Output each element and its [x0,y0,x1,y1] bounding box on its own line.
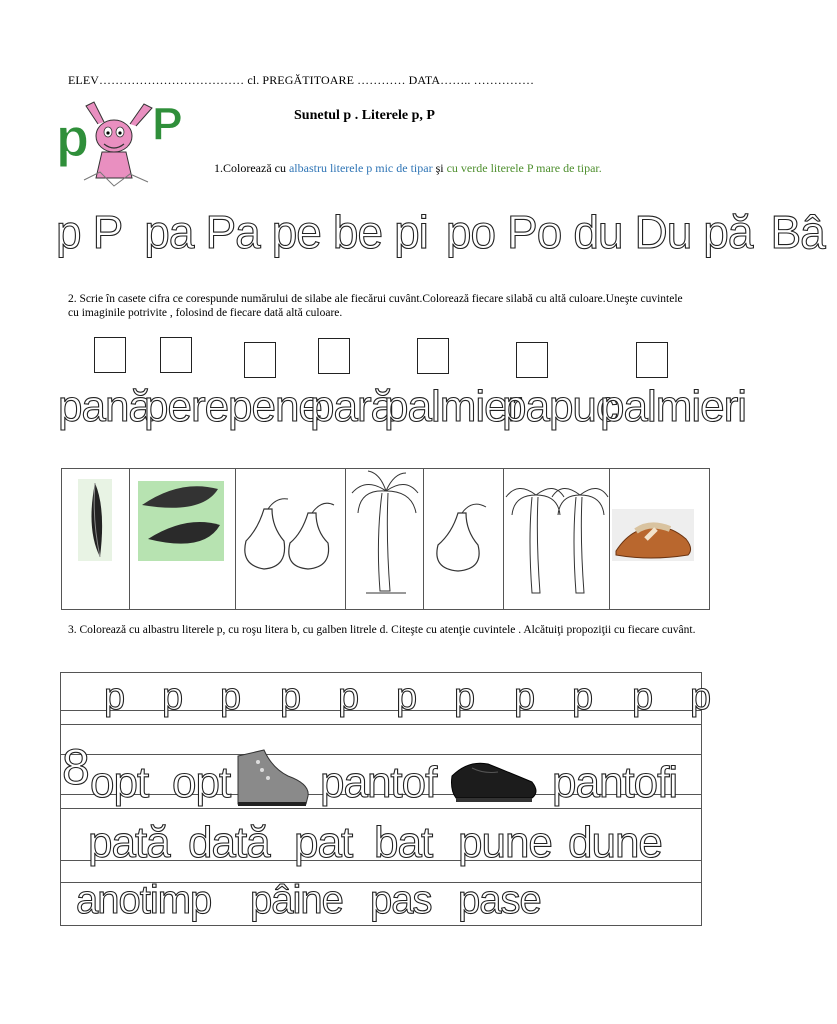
letter-p-row [0,676,768,726]
syllable[interactable]: p [56,206,81,258]
word-palmieri[interactable]: palmieri [600,382,747,431]
word-pune[interactable]: pune [458,818,552,867]
syllable[interactable]: du [573,206,623,258]
word-palmier[interactable]: palmier [384,382,522,431]
logo-illustration [56,96,183,190]
word-pase[interactable]: pase [458,878,541,922]
image-matching-table [61,468,710,610]
image-cell[interactable] [504,469,610,609]
letter-p[interactable]: p [162,676,184,718]
word-pata[interactable]: pată [88,818,170,867]
syllable-count-box[interactable] [244,342,276,378]
image-cell[interactable] [130,469,236,609]
syllable-row [56,205,837,259]
word-pantof[interactable]: pantof [320,758,437,807]
number-eight[interactable]: 8 [62,739,89,795]
pink-panther-logo [56,96,183,190]
word-pene[interactable]: pene [228,382,322,431]
image-cell[interactable] [62,469,130,609]
word-pantofi[interactable]: pantofi [552,758,678,807]
word-para[interactable]: pară [310,382,395,431]
syllable[interactable]: Pa [205,206,260,258]
image-cell[interactable] [236,469,346,609]
letter-p[interactable]: p [338,676,360,718]
syllable[interactable]: pă [703,206,753,258]
word-bat[interactable]: bat [374,818,433,867]
word-dune[interactable]: dune [568,818,662,867]
syllable[interactable]: Po [507,206,562,258]
letter-p[interactable]: p [514,676,536,718]
image-cell[interactable] [424,469,504,609]
letter-p[interactable]: p [104,676,126,718]
task1-green-text: cu verde literele P mare de tipar. [446,161,602,175]
syllable[interactable]: P [92,206,123,258]
letter-p[interactable]: p [454,676,476,718]
syllable-count-box[interactable] [318,338,350,374]
syllable[interactable]: be [332,206,383,258]
letter-p[interactable]: p [690,676,712,718]
word-pana[interactable]: pană [58,382,152,431]
syllable[interactable]: Bâ [770,206,825,258]
syllable-count-box[interactable] [417,338,449,374]
letter-p[interactable]: p [632,676,654,718]
pears-icon [236,469,346,609]
feather-icon [62,469,130,609]
page-title: Sunetul p . Literele p, P [294,108,435,123]
syllable[interactable]: po [445,206,496,258]
svg-text:p: p [56,108,89,168]
word-opt[interactable]: opt [90,758,149,807]
palm-tree-icon [346,469,424,609]
boot-icon [230,746,312,808]
syllable[interactable]: Du [634,206,692,258]
image-cell[interactable] [610,469,709,609]
letter-p[interactable]: p [572,676,594,718]
student-header: ELEV……………………………… cl. PREGĂTITOARE ………… DATA…….. …………… [68,73,535,87]
word-papuc[interactable]: papuc [502,382,617,431]
task1-prefix: 1.Colorează cu [214,161,289,175]
syllable-count-box[interactable] [516,342,548,378]
task1-middle: şi [432,161,447,175]
syllable-count-box[interactable] [94,337,126,373]
syllable[interactable]: pa [144,206,194,258]
task1-blue-text: albastru literele p mic de tipar [288,161,433,175]
task2-instruction: 2. Scrie în casete cifra ce corespunde numărului de silabe ale fiecărui cuvânt.Colorează fiecare silabă cu altă culoare.Uneşte cuvintele cu imaginile potrivite , folosind de fiecare dată altă culoare. [68,293,683,319]
shoe-icon [448,752,540,808]
word-paine[interactable]: pâine [250,878,343,922]
word-pere[interactable]: pere [144,382,229,431]
task1-instruction [214,161,602,176]
letter-p[interactable]: p [220,676,242,718]
svg-text:P: P [152,98,183,150]
letter-p[interactable]: p [396,676,418,718]
sandal-icon [610,469,709,609]
task3-instruction: 3. Colorează cu albastru literele p, cu roşu litera b, cu galben litrele d. Citeşte cu atenţie cuvintele . Alcătuiţi propoziţii cu fiecare cuvânt. [68,624,696,636]
word-data[interactable]: dată [188,818,270,867]
image-cell[interactable] [346,469,424,609]
word-anotimp[interactable]: anotimp [76,878,212,922]
letter-p[interactable]: p [280,676,302,718]
word-pas[interactable]: pas [370,878,432,922]
word-pat[interactable]: pat [294,818,353,867]
word-opt[interactable]: opt [172,758,231,807]
syllable[interactable]: pi [394,206,428,258]
syllable[interactable]: pe [271,206,321,258]
feathers-icon [130,469,236,609]
pear-icon [424,469,504,609]
palm-trees-icon [504,469,610,609]
syllable-count-box[interactable] [636,342,668,378]
syllable-count-box[interactable] [160,337,192,373]
